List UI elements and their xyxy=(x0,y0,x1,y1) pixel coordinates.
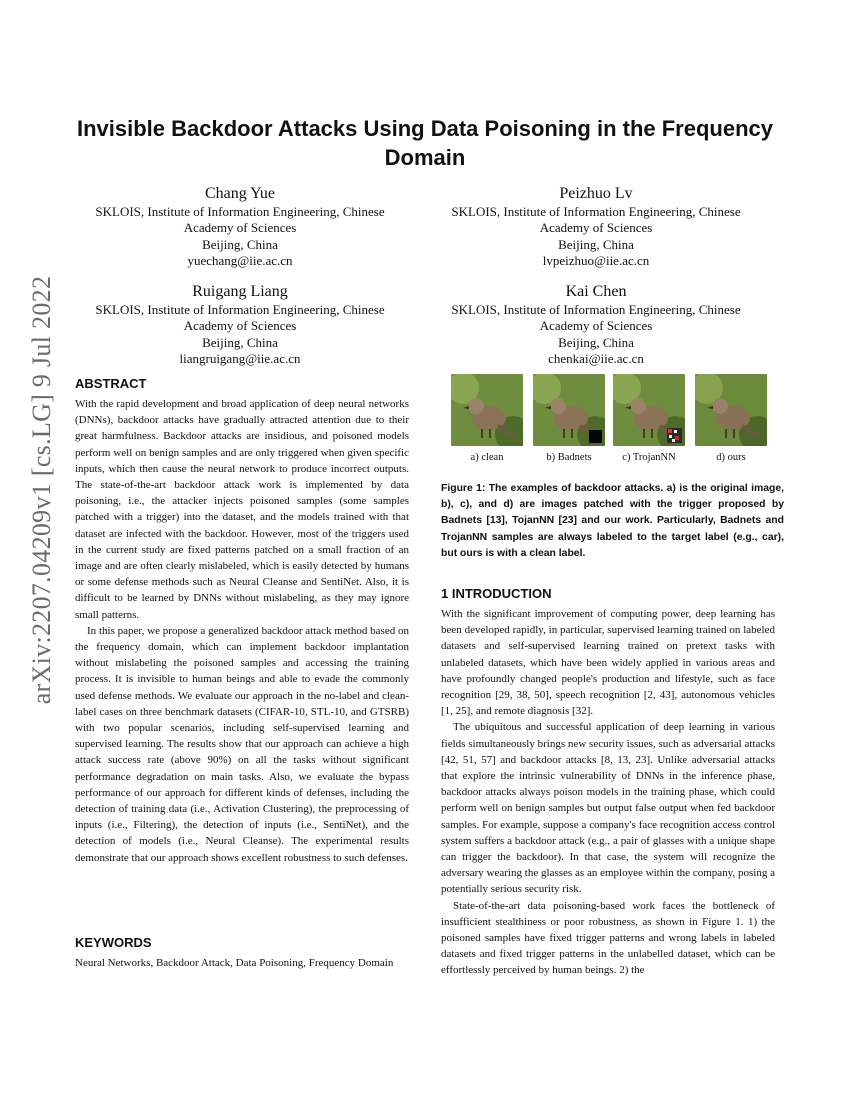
author-location: Beijing, China xyxy=(202,334,278,350)
author-location: Beijing, China xyxy=(558,334,634,350)
figure-image-ours xyxy=(695,374,767,446)
author-affiliation: SKLOIS, Institute of Information Engineering, Chinese xyxy=(95,204,385,219)
author-affiliation: SKLOIS, Institute of Information Engineering, Chinese xyxy=(451,302,741,317)
figure-image-trojannn xyxy=(613,374,685,446)
author-name: Ruigang Liang xyxy=(192,283,288,300)
figure-label: c) TrojanNN xyxy=(622,452,676,463)
abstract-text xyxy=(75,396,409,866)
author-email: chenkai@iie.ac.cn xyxy=(548,351,644,367)
introduction-text xyxy=(441,606,775,979)
author-block-1 xyxy=(70,184,410,270)
author-affiliation: Academy of Sciences xyxy=(539,220,653,236)
author-affiliation: Academy of Sciences xyxy=(539,318,653,334)
arxiv-id: arXiv:2207.04209v1 [cs.LG] 9 Jul 2022 xyxy=(27,275,56,705)
figure-image-badnets xyxy=(533,374,605,446)
figure-image-clean xyxy=(451,374,523,446)
introduction-heading: 1 INTRODUCTION xyxy=(441,586,552,601)
author-affiliation: Academy of Sciences xyxy=(183,318,297,334)
author-location: Beijing, China xyxy=(558,236,634,252)
author-location: Beijing, China xyxy=(202,236,278,252)
paper-title: Invisible Backdoor Attacks Using Data Poisoning in the Frequency Domain xyxy=(77,116,773,170)
figure-label: d) ours xyxy=(716,452,746,463)
author-affiliation: Academy of Sciences xyxy=(183,220,297,236)
author-name: Peizhuo Lv xyxy=(559,185,633,202)
figure-label: a) clean xyxy=(470,452,504,463)
abstract-paragraph: With the rapid development and broad application of deep neural networks (DNNs), backdoor attacks have gradually attracted attention due to their great harmfulness. Backdoor attacks are insidious, and poisoned models perform well on benign samples and are only triggered when given specific inputs, which then cause the neural network to produce incorrect outputs. The state-of-the-art backdoor attack work is implemented by data poisoning, i.e., the attacker injects poisoned samples (some samples patched with a trigger) into the dataset, and the models trained with that dataset are infected with the backdoor. However, most of the triggers used in the current study are fixed patterns patched on a small fraction of an image and are often clearly mislabeled, which is easily detected by humans or some defense methods such as Neural Cleanse and SentiNet. Also, it is difficult to be learned by DNNs without mislabeling, as they may ignore small patterns. xyxy=(75,398,409,621)
figure-caption: Figure 1: The examples of backdoor attacks. a) is the original image, b), c), and d) are images patched with the trigger proposed by Badnets [13], TojanNN [23] and our work. Particularly, Badnets and TrojanNN samples are always labeled to the target label (e.g., car), but ours is with a clean label. xyxy=(441,483,784,559)
figure-label: b) Badnets xyxy=(546,452,592,463)
abstract-heading: ABSTRACT xyxy=(75,376,147,391)
abstract-paragraph: In this paper, we propose a generalized backdoor attack method based on the frequency domain, which can implement backdoor implantation without mislabeling the poisoned samples and accessing the training process. It is invisible to human beings and able to evade the commonly used defense methods. We evaluate our approach in the no-label and clean-label cases on three benchmark datasets (CIFAR-10, STL-10, and GTSRB) with two popular scenarios, including self-supervised learning and supervised learning. The results show that our approach can achieve a high attack success rate (above 90%) on all the tasks without significant performance degradation on main tasks. Also, we evaluate the bypass performance of our approach for different kinds of defenses, including the detection of training data (i.e., Activation Clustering), the preprocessing of inputs (i.e., Filtering), the detection of inputs (i.e., SentiNet), and the detection of models (i.e., Neural Cleanse). The experimental results demonstrate that our approach shows excellent robustness to such defenses. xyxy=(75,624,409,864)
keywords-heading: KEYWORDS xyxy=(75,935,152,950)
author-affiliation: SKLOIS, Institute of Information Engineering, Chinese xyxy=(451,204,741,219)
author-email: liangruigang@iie.ac.cn xyxy=(179,351,301,367)
keywords-text: Neural Networks, Backdoor Attack, Data Poisoning, Frequency Domain xyxy=(75,957,394,969)
arxiv-stamp xyxy=(12,275,72,705)
author-affiliation: SKLOIS, Institute of Information Engineering, Chinese xyxy=(95,302,385,317)
introduction-paragraph: With the significant improvement of computing power, deep learning has been developed rapidly, in particular, supervised learning trained on labeled datasets and self-supervised learning trained on pretext tasks with unlabeled datasets, which have been widely applied in various areas and have profoundly changed people's production and lifestyle, such as face recognition [29, 38, 50], speech recognition [2, 43], autonomous vehicles [1, 25], and remote diagnosis [32]. xyxy=(441,608,775,718)
author-email: lvpeizhuo@iie.ac.cn xyxy=(542,253,650,269)
author-block-3 xyxy=(70,282,410,368)
author-block-2 xyxy=(426,184,766,270)
introduction-paragraph: State-of-the-art data poisoning-based work faces the bottleneck of insufficient stealthiness or poor robustness, as shown in Figure 1. 1) the poisoned samples have fixed trigger patterns and wrong labels in labeled datasets and fixed trigger patterns in the unlabelled dataset, which can be effortlessly perceived by human beings. 2) the xyxy=(441,899,775,977)
introduction-paragraph: The ubiquitous and successful application of deep learning in various fields simultaneously brings new security issues, such as adversarial attacks [42, 51, 57] and backdoor attacks [8, 13, 23]. Unlike adversarial attacks that explore the intrinsic vulnerability of DNNs in the inference phase, backdoor attacks always poison models in the training phase, which could perform well on benign samples but output false output when fed backdoor samples. For example, suppose a company's face recognition access control system suffers a backdoor attack (e.g., a pair of glasses with a unique shape can trigger the backdoor). In that case, the system will recognize the adversary wearing the glasses as an employee within the company, posing a potentially serious security risk. xyxy=(441,721,775,896)
author-name: Kai Chen xyxy=(565,283,627,300)
author-email: yuechang@iie.ac.cn xyxy=(187,253,293,269)
author-name: Chang Yue xyxy=(204,185,276,202)
author-block-4 xyxy=(426,282,766,368)
